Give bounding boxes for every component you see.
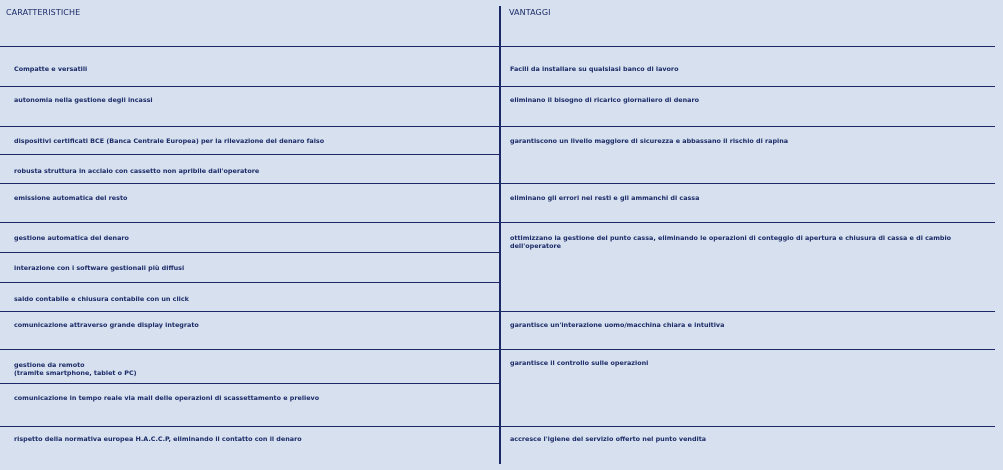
row-divider [0,154,499,155]
row-divider [501,222,995,223]
feature-haccp: rispetto della normativa europea H.A.C.C.P, eliminando il contatto con il denaro [14,435,302,443]
row-divider [501,349,995,350]
features-header: CARATTERISTICHE [6,8,81,17]
feature-steel-structure: robusta struttura in acciaio con cassetto non apribile dall'operatore [14,167,260,175]
feature-software: interazione con i software gestionali più diffusi [14,264,185,272]
row-divider [0,86,499,87]
row-divider [501,86,995,87]
features-column [0,0,499,470]
benefit-easy-install: Facili da installare su qualsiasi banco di lavoro [510,65,679,73]
benefit-no-recharge: eliminano il bisogno di ricarico giornaliero di denaro [510,96,700,104]
row-divider [0,222,499,223]
benefit-optimize: ottimizzano la gestione del punto cassa, eliminando le operazioni di conteggio di apertura e chiusura di cassa e di cambio dell'operatore [510,234,952,250]
benefits-header: VANTAGGI [509,8,551,17]
feature-auto-change: emissione automatica del resto [14,194,128,202]
row-divider [501,311,995,312]
row-divider [0,349,499,350]
row-divider [0,282,499,283]
row-divider [501,426,995,427]
feature-bce-certified: dispositivi certificati BCE (Banca Centrale Europea) per la rilevazione del denaro falso [14,137,325,145]
row-divider [0,126,499,127]
feature-display: comunicazione attraverso grande display integrato [14,321,199,329]
feature-auto-cash: gestione automatica del denaro [14,234,129,242]
row-divider [501,126,995,127]
row-divider [0,252,499,253]
feature-mail: comunicazione in tempo reale via mail delle operazioni di scassettamento e prelievo [14,394,320,402]
row-divider [0,183,499,184]
row-divider [0,383,499,384]
benefit-hygiene: accresce l'igiene del servizio offerto nel punto vendita [510,435,707,443]
benefits-column [501,0,995,470]
feature-one-click: saldo contabile e chiusura contabile con un click [14,295,189,303]
benefit-no-errors: eliminano gli errori nei resti e gli ammanchi di cassa [510,194,700,202]
feature-remote: gestione da remoto (tramite smartphone, tablet o PC) [14,361,137,377]
feature-compact: Compatte e versatili [14,65,88,73]
benefit-control: garantisce il controllo sulle operazioni [510,359,649,367]
feature-autonomy: autonomia nella gestione degli incassi [14,96,153,104]
row-divider [0,46,499,47]
row-divider [0,311,499,312]
benefit-interaction: garantisce un'interazione uomo/macchina chiara e intuitiva [510,321,725,329]
row-divider [501,183,995,184]
row-divider [501,46,995,47]
row-divider [0,426,499,427]
benefit-security: garantiscono un livello maggiore di sicurezza e abbassano il rischio di rapina [510,137,789,145]
